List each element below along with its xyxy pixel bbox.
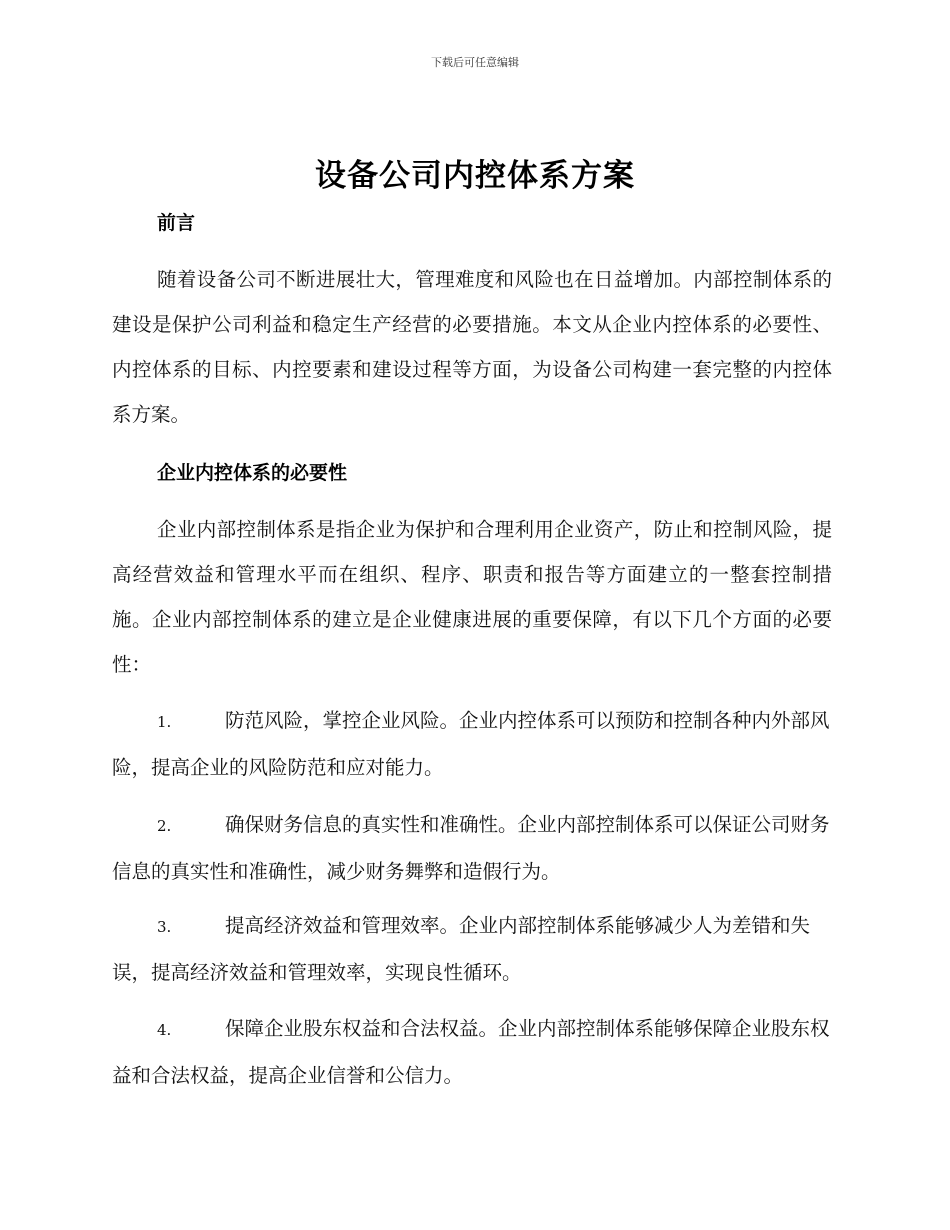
paragraph-necessity: 企业内部控制体系是指企业为保护和合理利用企业资产，防止和控制风险，提高经营效益和管理水平而在组织、程序、职责和报告等方面建立的一整套控制措施。企业内部控制体系的建立是企业健康进展的重要保障，有以下几个方面的必要性： (112, 518, 832, 676)
list-number: 1. (157, 713, 172, 731)
section-heading-preface: 前言 (157, 212, 196, 234)
list-item-text: 保障企业股东权益和合法权益。企业内部控制体系能够保障企业股东权益和合法权益，提高企业信誉和公信力。 (112, 1017, 830, 1087)
header-note: 下载后可任意编辑 (431, 56, 519, 69)
paragraph-preface: 随着设备公司不断进展壮大，管理难度和风险也在日益增加。内部控制体系的建设是保护公司利益和稳定生产经营的必要措施。本文从企业内控体系的必要性、内控体系的目标、内控要素和建设过程等方面，为设备公司构建一套完整的内控体系方案。 (112, 268, 832, 426)
list-item-text: 确保财务信息的真实性和准确性。企业内部控制体系可以保证公司财务信息的真实性和准确性，减少财务舞弊和造假行为。 (112, 813, 830, 883)
list-item-1 (112, 698, 832, 790)
list-number: 4. (157, 1021, 172, 1039)
list-item-text: 提高经济效益和管理效率。企业内部控制体系能够减少人为差错和失误，提高经济效益和管理效率，实现良性循环。 (112, 914, 811, 984)
list-item-4 (112, 1006, 832, 1098)
list-number: 3. (157, 918, 172, 936)
document-title: 设备公司内控体系方案 (315, 158, 635, 194)
list-item-text: 防范风险，掌控企业风险。企业内控体系可以预防和控制各种内外部风险，提高企业的风险防范和应对能力。 (112, 709, 830, 779)
section-heading-necessity: 企业内控体系的必要性 (157, 462, 348, 484)
list-item-2 (112, 802, 832, 894)
list-item-3 (112, 903, 832, 995)
list-number: 2. (157, 817, 172, 835)
